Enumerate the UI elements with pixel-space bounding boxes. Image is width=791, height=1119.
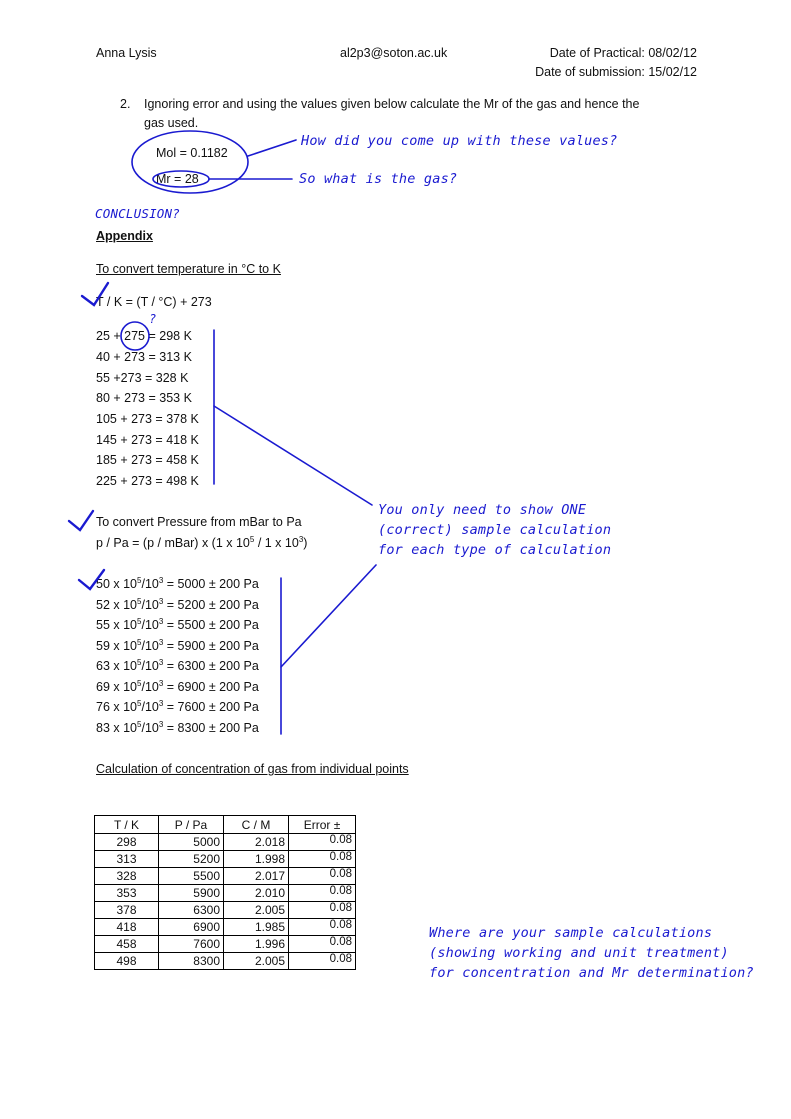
question-line-1: Ignoring error and using the values given below calculate the Mr of the gas and hence the: [144, 97, 640, 111]
cell-pressure: 5200: [159, 851, 224, 868]
temp-row: 80 + 273 = 353 K: [96, 391, 192, 405]
temp-row: 225 + 273 = 498 K: [96, 474, 199, 488]
pressure-formula: p / Pa = (p / mBar) x (1 x $10^5 / 1$ x $10^3$): [96, 535, 308, 550]
annotation-question-mark: ?: [149, 312, 157, 326]
pressure-row: 55 x $10^5/10^3 = 5500 \pm 200$ Pa: [96, 617, 259, 632]
cell-temperature: 498: [95, 953, 159, 970]
temp-row: 105 + 273 = 378 K: [96, 412, 199, 426]
cell-pressure: 6300: [159, 902, 224, 919]
cell-concentration: 1.985: [224, 919, 289, 936]
pressure-row: 63 x $10^5/10^3 = 6300 \pm 200$ Pa: [96, 658, 259, 673]
annotation-conclusion: CONCLUSION?: [95, 206, 180, 221]
pressure-row: 76 x $10^5/10^3 = 7600 \pm 200$ Pa: [96, 699, 259, 714]
cell-error: 0.08: [289, 902, 356, 919]
question-line-2: gas used.: [144, 116, 199, 130]
cell-error: 0.08: [289, 953, 356, 970]
column-header-temperature: T / K: [95, 816, 159, 834]
column-header-pressure: P / Pa: [159, 816, 224, 834]
temperature-formula: T / K = (T / °C) + 273: [96, 295, 212, 309]
cell-temperature: 458: [95, 936, 159, 953]
question-number: 2.: [120, 97, 131, 111]
check-mark: [79, 570, 104, 589]
cell-pressure: 7600: [159, 936, 224, 953]
temperature-heading: To convert temperature in °C to K: [96, 262, 281, 276]
cell-temperature: 353: [95, 885, 159, 902]
pressure-row: 69 x $10^5/10^3 = 6900 \pm 200$ Pa: [96, 679, 259, 694]
value-circle: [121, 322, 149, 350]
mr-value: Mr = 28: [156, 172, 199, 186]
cell-error: 0.08: [289, 868, 356, 885]
annotation-sample-calcs-1: Where are your sample calculations: [429, 925, 713, 941]
annotation-sample-calcs-3: for concentration and Mr determination?: [429, 965, 754, 981]
cell-error: 0.08: [289, 834, 356, 851]
cell-concentration: 2.017: [224, 868, 289, 885]
pressure-heading: To convert Pressure from mBar to Pa: [96, 515, 302, 529]
author-email: al2p3@soton.ac.uk: [340, 46, 448, 60]
pressure-row: 50 x $10^5/10^3 = 5000 \pm 200$ Pa: [96, 576, 259, 591]
annotation-one-sample-2: (correct) sample calculation: [378, 522, 612, 538]
pointer-line: [248, 140, 296, 156]
cell-error: 0.08: [289, 936, 356, 953]
annotation-one-sample-3: for each type of calculation: [378, 542, 612, 558]
annotation-values-question: How did you come up with these values?: [301, 133, 618, 149]
author-name: Anna Lysis: [96, 46, 157, 60]
appendix-title: Appendix: [96, 229, 153, 243]
cell-temperature: 378: [95, 902, 159, 919]
annotation-gas-question: So what is the gas?: [299, 171, 458, 187]
cell-concentration: 2.005: [224, 953, 289, 970]
pressure-row: 59 x $10^5/10^3 = 5900 \pm 200$ Pa: [96, 638, 259, 653]
temp-row: 55 +273 = 328 K: [96, 371, 189, 385]
cell-error: 0.08: [289, 885, 356, 902]
cell-error: 0.08: [289, 851, 356, 868]
date-of-submission: Date of submission: 15/02/12: [535, 65, 697, 79]
cell-concentration: 2.005: [224, 902, 289, 919]
cell-error: 0.08: [289, 919, 356, 936]
temp-row: 25 + 275 = 298 K: [96, 329, 192, 343]
cell-concentration: 1.996: [224, 936, 289, 953]
annotation-sample-calcs-2: (showing working and unit treatment): [429, 945, 729, 961]
cell-pressure: 5000: [159, 834, 224, 851]
column-header-concentration: C / M: [224, 816, 289, 834]
mol-mr-circle: [132, 131, 248, 193]
pointer-line: [281, 565, 376, 667]
cell-temperature: 418: [95, 919, 159, 936]
cell-concentration: 1.998: [224, 851, 289, 868]
check-mark: [82, 283, 108, 305]
mol-value: Mol = 0.1182: [156, 146, 228, 160]
pressure-row: 52 x $10^5/10^3 = 5200 \pm 200$ Pa: [96, 597, 259, 612]
annotation-one-sample-1: You only need to show ONE: [378, 502, 587, 518]
pointer-line: [214, 406, 372, 505]
pressure-row: 83 x $10^5/10^3 = 8300 \pm 200$ Pa: [96, 720, 259, 735]
concentration-heading: Calculation of concentration of gas from individual points: [96, 762, 409, 776]
cell-temperature: 313: [95, 851, 159, 868]
cell-pressure: 5900: [159, 885, 224, 902]
cell-temperature: 328: [95, 868, 159, 885]
temp-row: 40 + 273 = 313 K: [96, 350, 192, 364]
cell-concentration: 2.010: [224, 885, 289, 902]
cell-concentration: 2.018: [224, 834, 289, 851]
temp-row: 145 + 273 = 418 K: [96, 433, 199, 447]
cell-pressure: 8300: [159, 953, 224, 970]
cell-temperature: 298: [95, 834, 159, 851]
date-of-practical: Date of Practical: 08/02/12: [549, 46, 697, 60]
cell-pressure: 6900: [159, 919, 224, 936]
cell-pressure: 5500: [159, 868, 224, 885]
column-header-error: Error ±: [289, 816, 356, 834]
temp-row: 185 + 273 = 458 K: [96, 453, 199, 467]
check-mark: [69, 511, 93, 530]
mr-circle: [153, 171, 209, 187]
